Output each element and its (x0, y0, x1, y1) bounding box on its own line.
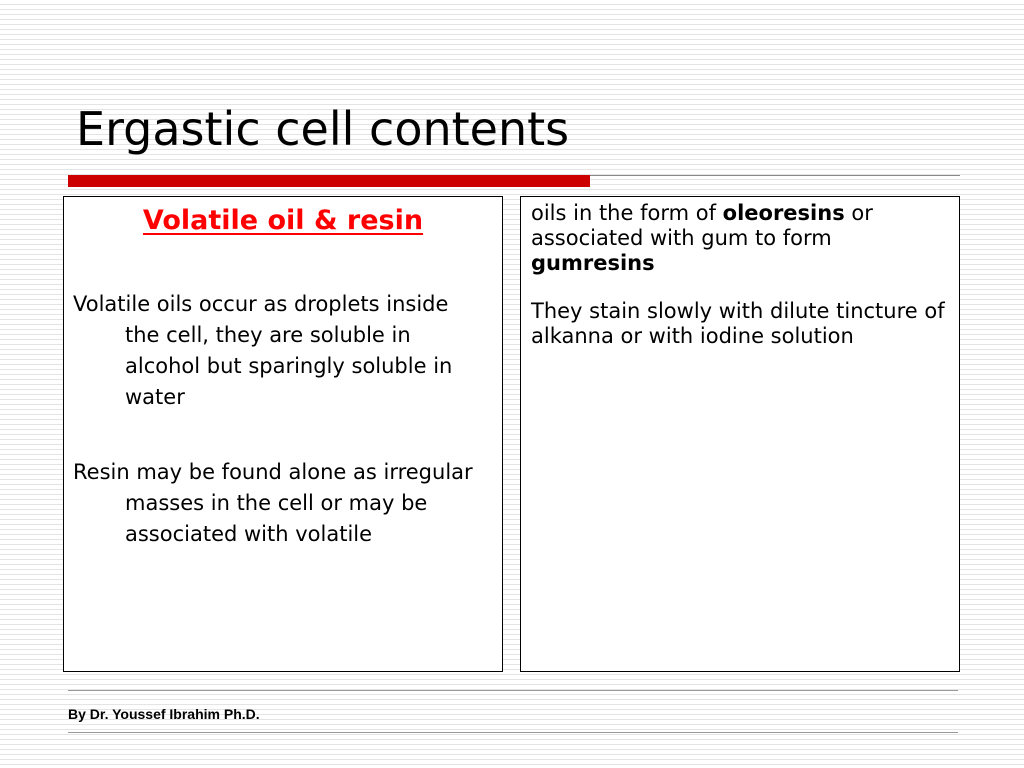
section-heading: Volatile oil & resin (142, 205, 424, 236)
right-content-box (520, 196, 960, 672)
slide-title: Ergastic cell contents (76, 102, 570, 156)
oleoresins-paragraph (521, 201, 959, 276)
staining-paragraph: They stain slowly with dilute tincture of alkanna or with iodine solution (531, 299, 945, 348)
footer-divider-bottom (68, 732, 958, 733)
oleoresins-middle-text: or associated with gum to form (531, 201, 873, 250)
title-underline-accent (68, 175, 590, 187)
footer-author: By Dr. Youssef Ibrahim Ph.D. (68, 706, 260, 722)
oleoresins-lead-text: oils in the form of (531, 201, 723, 225)
resin-paragraph: Resin may be found alone as irregular masses in the cell or may be associated with volatile (73, 460, 473, 546)
footer-divider-top (68, 690, 958, 691)
volatile-oils-paragraph: Volatile oils occur as droplets inside the cell, they are soluble in alcohol but sparingly soluble in water (73, 292, 453, 409)
gumresins-term: gumresins (531, 251, 655, 275)
title-underline-thin (590, 175, 960, 176)
left-content-box (63, 196, 503, 672)
oleoresins-term: oleoresins (722, 201, 845, 225)
